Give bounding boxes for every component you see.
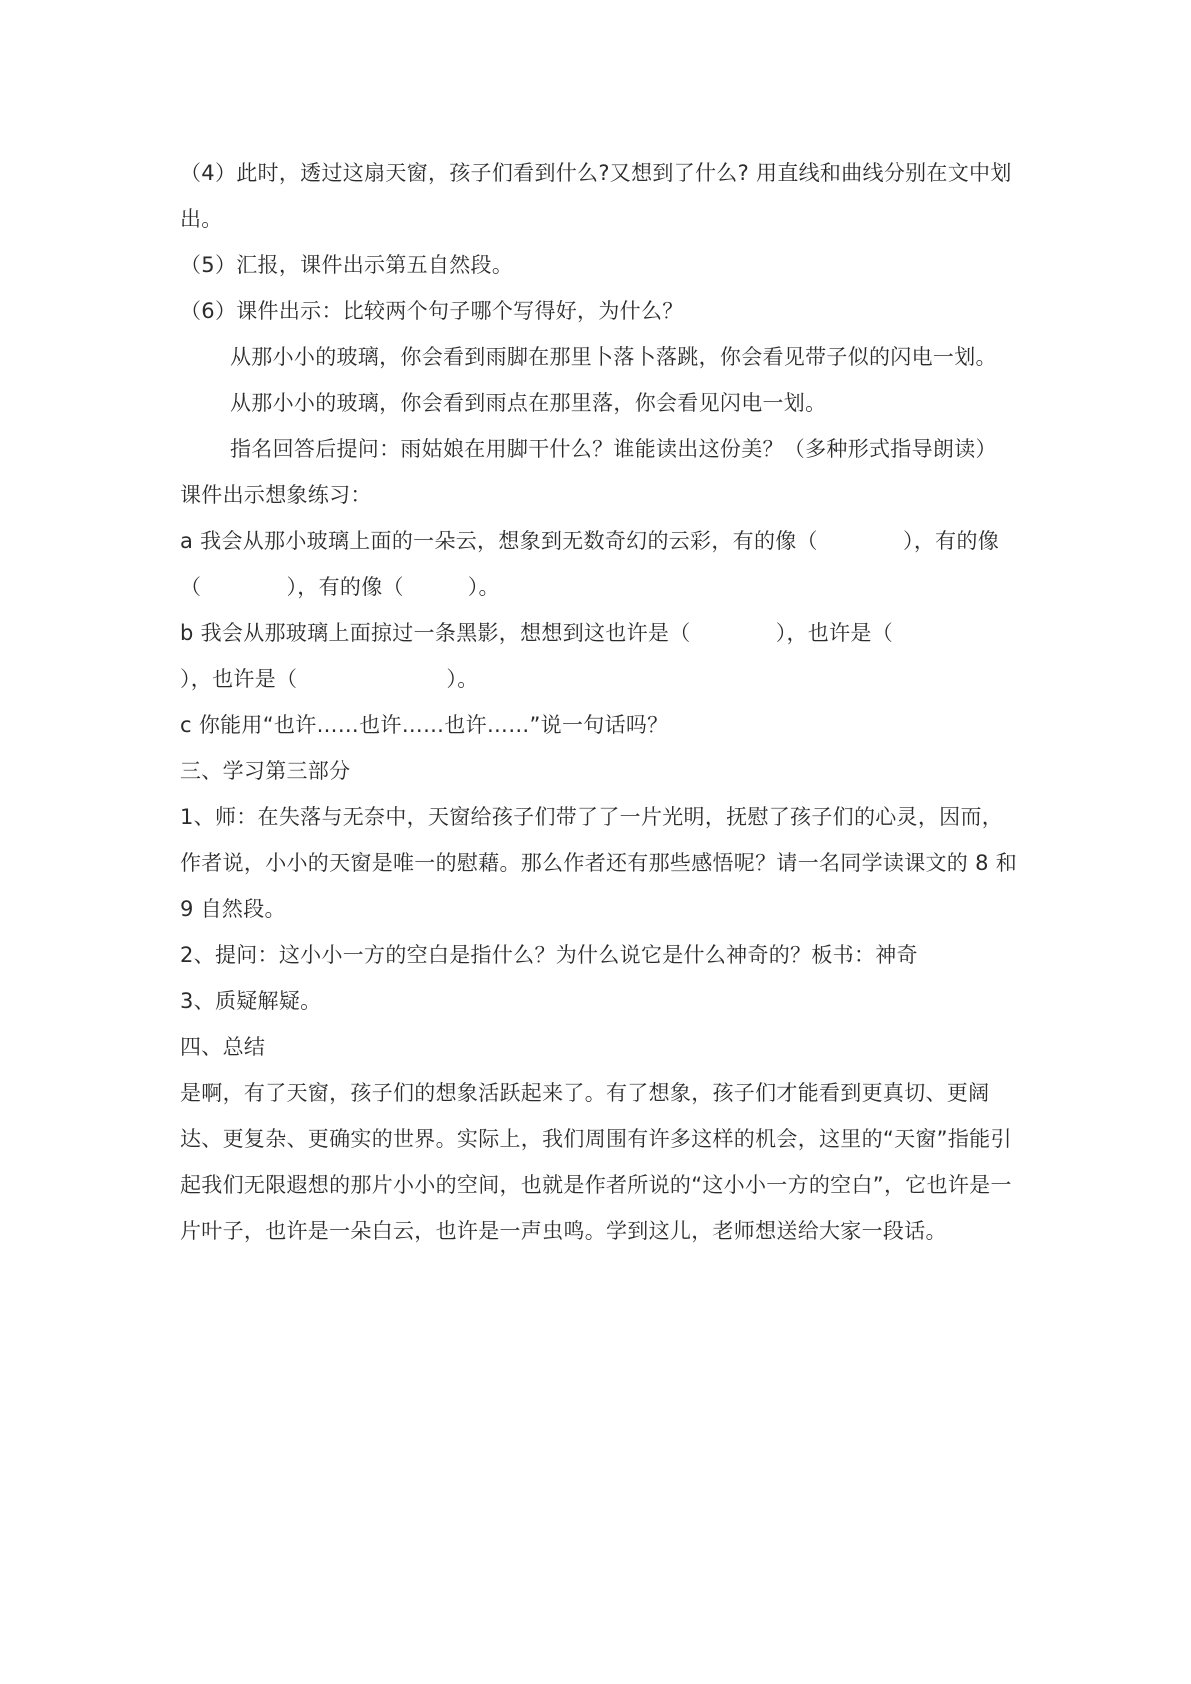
step-6-compare: （6）课件出示：比较两个句子哪个写得好，为什么？	[180, 299, 684, 323]
sentence-a: 从那小小的玻璃，你会看到雨脚在那里卜落卜落跳，你会看见带子似的闪电一划。	[230, 345, 997, 369]
section-3-item-2: 2、提问：这小小一方的空白是指什么？为什么说它是什么神奇的？板书：神奇	[180, 943, 918, 967]
section-3-item-1: 1、师：在失落与无奈中，天窗给孩子们带了了一片光明，抚慰了孩子们的心灵，因而，作者说，小小的天窗是唯一的慰藉。那么作者还有那些感悟呢？请一名同学读课文的 8 和 9 自然段。	[180, 805, 1024, 921]
exercise-a: a 我会从那小玻璃上面的一朵云，想象到无数奇幻的云彩，有的像（ ），有的像（ ），有的像（ ）。	[180, 529, 1000, 599]
follow-up-question: 指名回答后提问：雨姑娘在用脚干什么？谁能读出这份美？（多种形式指导朗读）	[230, 437, 997, 461]
step-4-question: （4）此时，透过这扇天窗，孩子们看到什么?又想到了什么? 用直线和曲线分别在文中划出。	[180, 161, 1012, 231]
sentence-b: 从那小小的玻璃，你会看到雨点在那里落，你会看见闪电一划。	[230, 391, 827, 415]
imagination-exercise-heading: 课件出示想象练习：	[180, 483, 372, 507]
section-4-heading: 四、总结	[180, 1035, 266, 1059]
section-3-item-3: 3、质疑解疑。	[180, 989, 322, 1013]
document-body	[180, 150, 1024, 1254]
summary-paragraph: 是啊，有了天窗，孩子们的想象活跃起来了。有了想象，孩子们才能看到更真切、更阔达、更复杂、更确实的世界。实际上，我们周围有许多这样的机会，这里的“天窗”指能引起我们无限遐想的那片小小的空间，也就是作者所说的“这小小一方的空白”，它也许是一片叶子，也许是一朵白云，也许是一声虫鸣。学到这儿，老师想送给大家一段话。	[180, 1081, 1012, 1243]
step-5-report: （5）汇报，课件出示第五自然段。	[180, 253, 514, 277]
exercise-c: c 你能用“也许……也许……也许……”说一句话吗？	[180, 713, 669, 737]
section-3-heading: 三、学习第三部分	[180, 759, 351, 783]
exercise-b: b 我会从那玻璃上面掠过一条黑影，想想到这也许是（ ），也许是（ ），也许是（ ）。	[180, 621, 1000, 691]
